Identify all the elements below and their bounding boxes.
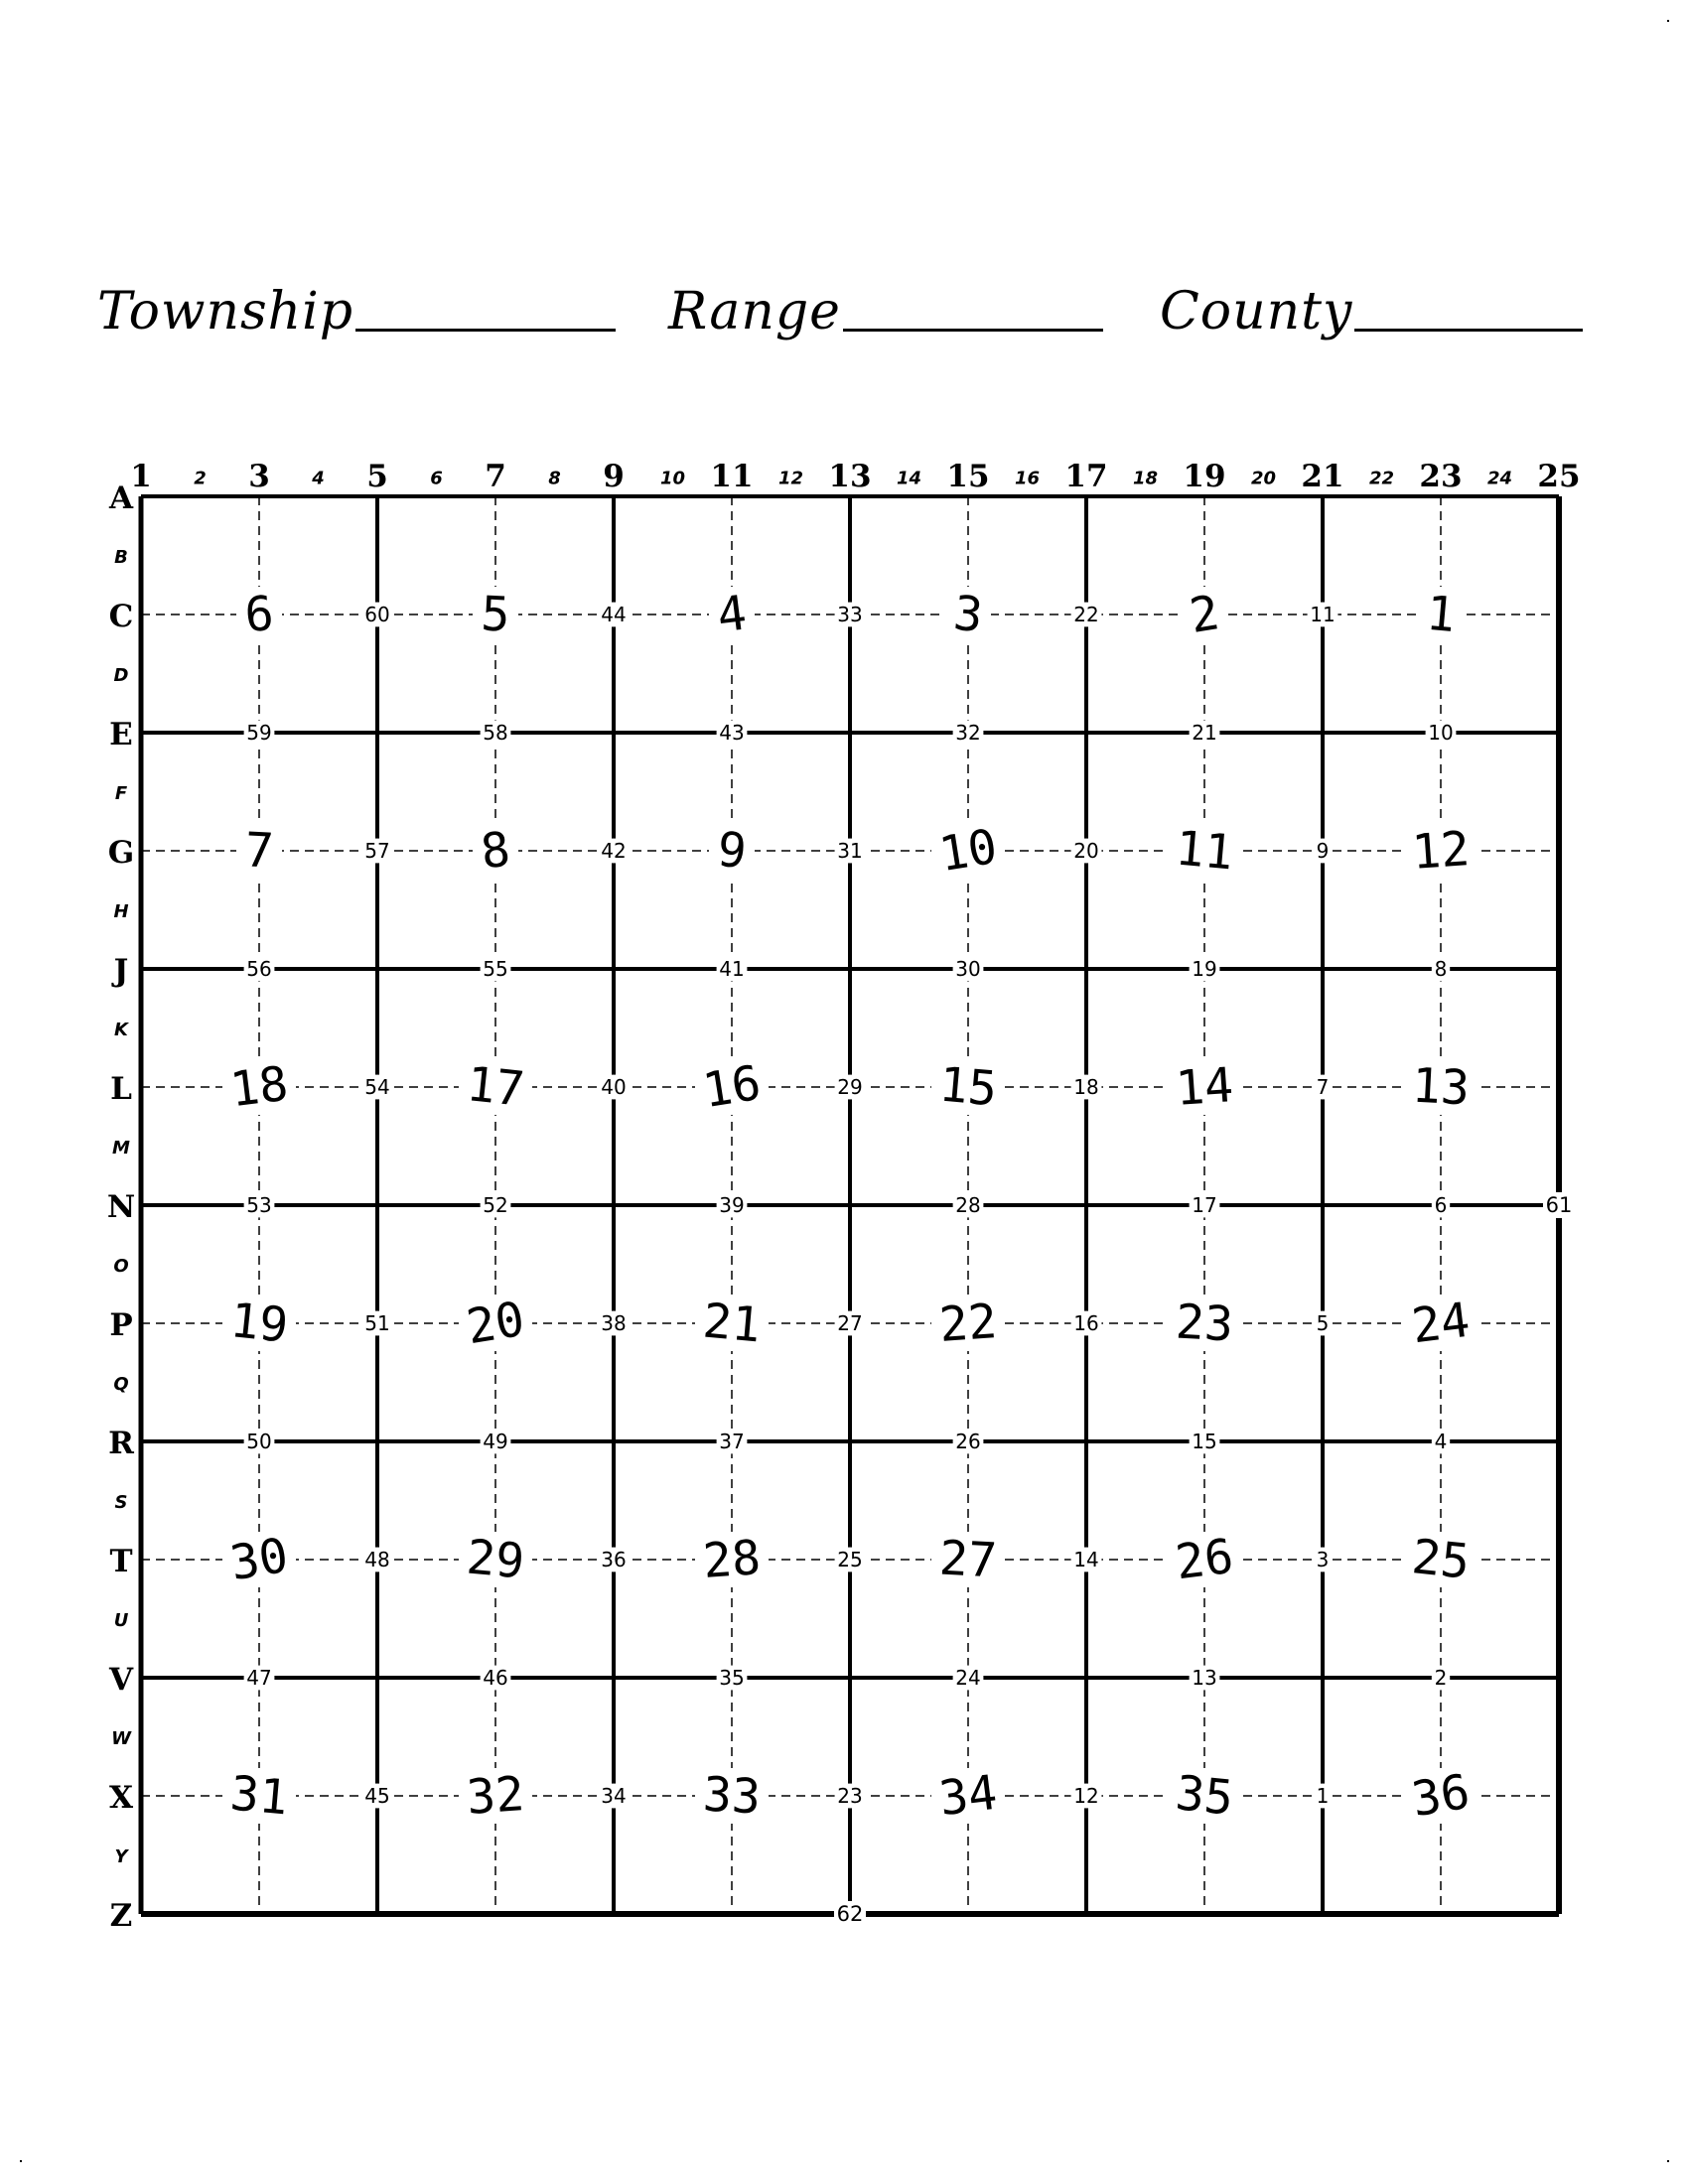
east-edge-marker: 61 [1545,1193,1573,1217]
section-number: 30 [226,1527,292,1592]
corner-marker: 31 [837,839,863,863]
column-label: 15 [946,459,990,494]
section-number: 17 [464,1056,527,1118]
quarter-marker: 58 [483,721,508,745]
quarter-marker: 49 [483,1430,508,1453]
range-label: Range [668,282,841,341]
section-number: 14 [1174,1057,1235,1117]
section-number: 36 [1408,1763,1474,1829]
column-label: 22 [1368,468,1395,489]
corner-marker: 38 [601,1311,627,1335]
corner-marker: 45 [364,1784,390,1808]
column-label: 4 [312,468,325,489]
quarter-marker: 47 [246,1666,272,1690]
column-label: 17 [1064,459,1108,494]
column-label: 5 [366,459,388,494]
corner-marker: 1 [1316,1784,1330,1808]
quarter-marker: 8 [1434,957,1448,981]
corner-marker: 14 [1073,1548,1099,1571]
corner-marker: 9 [1316,839,1330,863]
row-label: Y [114,1846,128,1867]
quarter-marker: 10 [1428,721,1454,745]
section-number: 15 [936,1056,1000,1118]
section-number: 26 [1172,1528,1237,1591]
column-label: 21 [1301,459,1344,494]
section-number: 4 [714,585,750,644]
section-number: 1 [1424,585,1458,644]
corner-marker: 12 [1073,1784,1099,1808]
section-number: 6 [242,586,276,643]
quarter-marker: 32 [955,721,981,745]
corner-marker: 34 [601,1784,627,1808]
section-number: 16 [699,1054,765,1120]
column-label: 11 [710,459,754,494]
quarter-marker: 28 [955,1193,981,1217]
corner-marker: 5 [1316,1311,1330,1335]
row-label: Q [113,1374,129,1395]
column-label: 9 [603,459,625,494]
corner-marker: 33 [837,603,863,626]
county-label: County [1160,282,1353,341]
row-label: B [114,547,128,568]
corner-marker: 22 [1073,603,1099,626]
column-label: 12 [777,468,804,489]
township-label: Township [97,282,354,341]
section-number: 27 [937,1530,999,1589]
section-number: 18 [226,1055,292,1119]
section-number: 22 [937,1294,999,1353]
quarter-marker: 52 [483,1193,508,1217]
corner-marker: 16 [1073,1311,1099,1335]
quarter-marker: 15 [1192,1430,1217,1453]
section-number: 34 [935,1764,1001,1828]
section-number: 23 [1174,1294,1235,1353]
row-label: W [111,1728,131,1749]
section-number: 8 [478,821,513,881]
south-edge-marker: 62 [836,1902,864,1926]
section-number: 25 [1409,1529,1473,1590]
quarter-marker: 30 [955,957,981,981]
section-number: 35 [1173,1765,1236,1827]
row-label: H [113,901,129,922]
quarter-marker: 41 [719,957,745,981]
row-label: O [113,1256,129,1277]
corner-marker: 44 [601,603,627,626]
section-number: 24 [1408,1292,1474,1355]
section-number: 28 [701,1530,763,1589]
row-label: A [108,480,134,516]
quarter-marker: 35 [719,1666,745,1690]
column-label: 18 [1132,468,1159,489]
row-label: X [108,1780,134,1816]
corner-mark [20,2160,22,2162]
column-label: 6 [430,468,443,489]
quarter-marker: 17 [1192,1193,1217,1217]
column-label: 19 [1183,459,1226,494]
section-number: 5 [480,586,511,643]
row-label: F [114,783,128,804]
row-label: J [113,953,129,989]
row-label: S [114,1492,128,1513]
row-label: C [108,599,134,634]
column-label: 10 [659,468,686,489]
section-number: 19 [227,1293,291,1354]
row-label: G [107,835,135,871]
section-number: 10 [935,818,1001,884]
corner-marker: 57 [364,839,390,863]
quarter-marker: 6 [1434,1193,1448,1217]
section-number: 12 [1410,821,1472,881]
quarter-marker: 55 [483,957,508,981]
section-number: 13 [1410,1057,1472,1117]
corner-marker: 27 [837,1311,863,1335]
corner-marker: 51 [364,1311,390,1335]
row-label: L [110,1071,132,1107]
corner-mark [1667,20,1669,22]
quarter-marker: 43 [719,721,745,745]
quarter-marker: 26 [955,1430,981,1453]
corner-marker: 29 [837,1075,863,1099]
column-label: 25 [1537,459,1581,494]
section-number: 21 [700,1293,764,1354]
row-label: P [109,1307,133,1343]
row-label: K [114,1020,128,1040]
row-label: M [112,1138,130,1159]
column-label: 8 [548,468,561,489]
row-label: D [113,665,129,686]
quarter-marker: 56 [246,957,272,981]
column-label: 14 [896,468,922,489]
corner-marker: 36 [601,1548,627,1571]
section-number: 33 [701,1766,763,1826]
section-number: 20 [463,1291,528,1356]
quarter-marker: 46 [483,1666,508,1690]
corner-marker: 11 [1310,603,1336,626]
quarter-marker: 2 [1434,1666,1448,1690]
row-label: U [113,1610,129,1631]
column-label: 7 [485,459,506,494]
section-number: 7 [243,822,275,880]
quarter-marker: 53 [246,1193,272,1217]
corner-marker: 48 [364,1548,390,1571]
column-label: 24 [1486,468,1513,489]
column-label: 23 [1419,459,1463,494]
quarter-marker: 37 [719,1430,745,1453]
quarter-marker: 19 [1192,957,1217,981]
section-number: 29 [464,1529,527,1590]
quarter-marker: 24 [955,1666,981,1690]
corner-marker: 54 [364,1075,390,1099]
section-number: 32 [465,1766,526,1826]
quarter-marker: 59 [246,721,272,745]
row-label: T [109,1544,133,1579]
section-number: 9 [714,821,750,881]
corner-marker: 42 [601,839,627,863]
quarter-marker: 50 [246,1430,272,1453]
row-label: R [108,1426,134,1461]
quarter-marker: 13 [1192,1666,1217,1690]
corner-marker: 40 [601,1075,627,1099]
corner-marker: 25 [837,1548,863,1571]
row-label: V [108,1662,134,1698]
column-label: 20 [1250,468,1277,489]
column-label: 2 [194,468,207,489]
section-number: 31 [227,1765,291,1827]
column-label: 13 [828,459,872,494]
column-label: 1 [130,459,152,494]
corner-marker: 7 [1316,1075,1330,1099]
row-label: Z [109,1898,133,1934]
corner-mark [1667,2160,1669,2162]
row-label: N [106,1189,136,1225]
section-number: 2 [1186,585,1223,644]
corner-marker: 3 [1316,1548,1330,1571]
row-label: E [109,717,133,752]
column-label: 3 [248,459,270,494]
quarter-marker: 39 [719,1193,745,1217]
corner-marker: 18 [1073,1075,1099,1099]
corner-marker: 20 [1073,839,1099,863]
quarter-marker: 4 [1434,1430,1448,1453]
quarter-marker: 21 [1192,721,1217,745]
corner-marker: 23 [837,1784,863,1808]
corner-marker: 60 [364,603,390,626]
section-number: 11 [1173,820,1236,882]
section-number: 3 [950,585,986,644]
column-label: 16 [1014,468,1041,489]
